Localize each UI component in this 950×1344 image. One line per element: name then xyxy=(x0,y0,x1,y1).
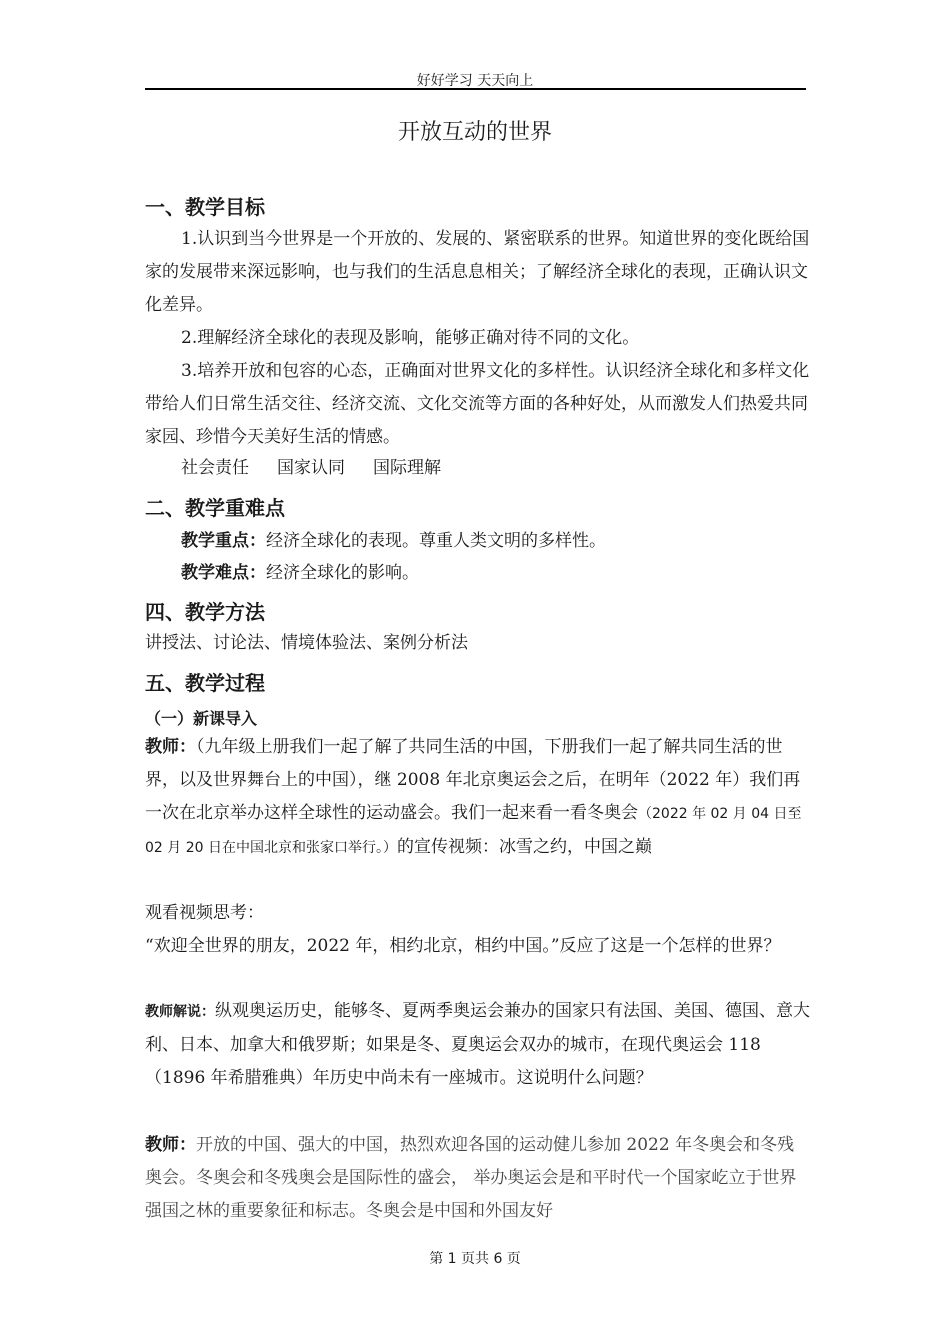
header-rule xyxy=(145,88,806,90)
key-point-line xyxy=(145,525,846,558)
section-process-heading: 五、教学过程 xyxy=(145,671,265,695)
methods-text: 讲授法、讨论法、情境体验法、案例分析法 xyxy=(145,633,468,653)
key-point-text: 经济全球化的表现。尊重人类文明的多样性。 xyxy=(266,531,606,551)
teacher-label: 教师： xyxy=(145,737,196,757)
teacher-label-2: 教师： xyxy=(145,1135,196,1155)
difficulty-label: 教学难点： xyxy=(181,563,266,583)
teacher-paragraph-1 xyxy=(145,731,810,865)
explanation-text: 纵观奥运历史，能够冬、夏两季奥运会兼办的国家只有法国、美国、德国、意大利、日本、加拿大和俄罗斯；如果是冬、夏奥运会双办的城市，在现代奥运会 118（1896 年希腊雅典）年历史中尚未有一座城市。这说明什么问题？ xyxy=(145,1001,810,1088)
goal-paragraph-1: 1.认识到当今世界是一个开放的、发展的、紧密联系的世界。知道世界的变化既给国家的发展带来深远影响，也与我们的生活息息相关；了解经济全球化的表现，正确认识文化差异。 xyxy=(145,229,810,315)
tag-international-understanding: 国际理解 xyxy=(373,458,441,478)
goal-paragraph-2: 2.理解经济全球化的表现及影响，能够正确对待不同的文化。 xyxy=(181,328,640,348)
page-header: 好好学习 天天向上 xyxy=(416,73,534,89)
watch-prompt: 观看视频思考： xyxy=(145,903,264,923)
discussion-question: “欢迎全世界的朋友，2022 年，相约北京，相约中国。”反应了这是一个怎样的世界？ xyxy=(145,936,781,956)
section-goals-heading: 一、教学目标 xyxy=(145,195,265,219)
goal-paragraph-3: 3.培养开放和包容的心态，正确面对世界文化的多样性。认识经济全球化和多样文化带给人们日常生活交往、经济交流、文化交流等方面的各种好处，从而激发人们热爱共同家园、珍惜今天美好生活的情感。 xyxy=(145,361,810,447)
difficulty-text: 经济全球化的影响。 xyxy=(266,563,419,583)
teacher-text-tail: 的宣传视频：冰雪之约，中国之巅 xyxy=(396,837,652,857)
explanation-label: 教师解说： xyxy=(145,1004,215,1020)
teacher-explanation xyxy=(145,995,810,1095)
tag-national-identity: 国家认同 xyxy=(277,458,345,478)
subsection-intro-heading: （一）新课导入 xyxy=(145,709,258,728)
teacher-text: （九年级上册我们一起了解了共同生活的中国，下册我们一起了解共同生活的世界，以及世界舞台上的中国），继 2008 年北京奥运会之后，在明年（2022 年）我们再一次在北京举办这样全球性的运动盛会。我们一起来看一看冬奥会 xyxy=(145,737,801,823)
olympics-date-note: （2022 年 02 月 04 日至 02 月 20 日在中国北京和张家口举行。） xyxy=(145,806,802,856)
page-footer: 第 1 页共 6 页 xyxy=(429,1251,521,1267)
section-methods-heading: 四、教学方法 xyxy=(145,600,265,624)
teacher-text-2: 开放的中国、强大的中国，热烈欢迎各国的运动健儿参加 2022 年冬奥会和冬残奥会。冬奥会和冬残奥会是国际性的盛会， 举办奥运会是和平时代一个国家屹立于世界强国之林的重要象征和标志。冬奥会是中国和外国友好 xyxy=(145,1135,797,1221)
document-title: 开放互动的世界 xyxy=(397,120,552,145)
key-point-label: 教学重点： xyxy=(181,531,266,551)
section-keypoints-heading: 二、教学重难点 xyxy=(145,496,285,520)
tag-social-responsibility: 社会责任 xyxy=(181,458,249,478)
difficulty-line xyxy=(145,557,846,590)
teacher-paragraph-2 xyxy=(145,1129,810,1228)
competency-tags xyxy=(145,452,846,485)
